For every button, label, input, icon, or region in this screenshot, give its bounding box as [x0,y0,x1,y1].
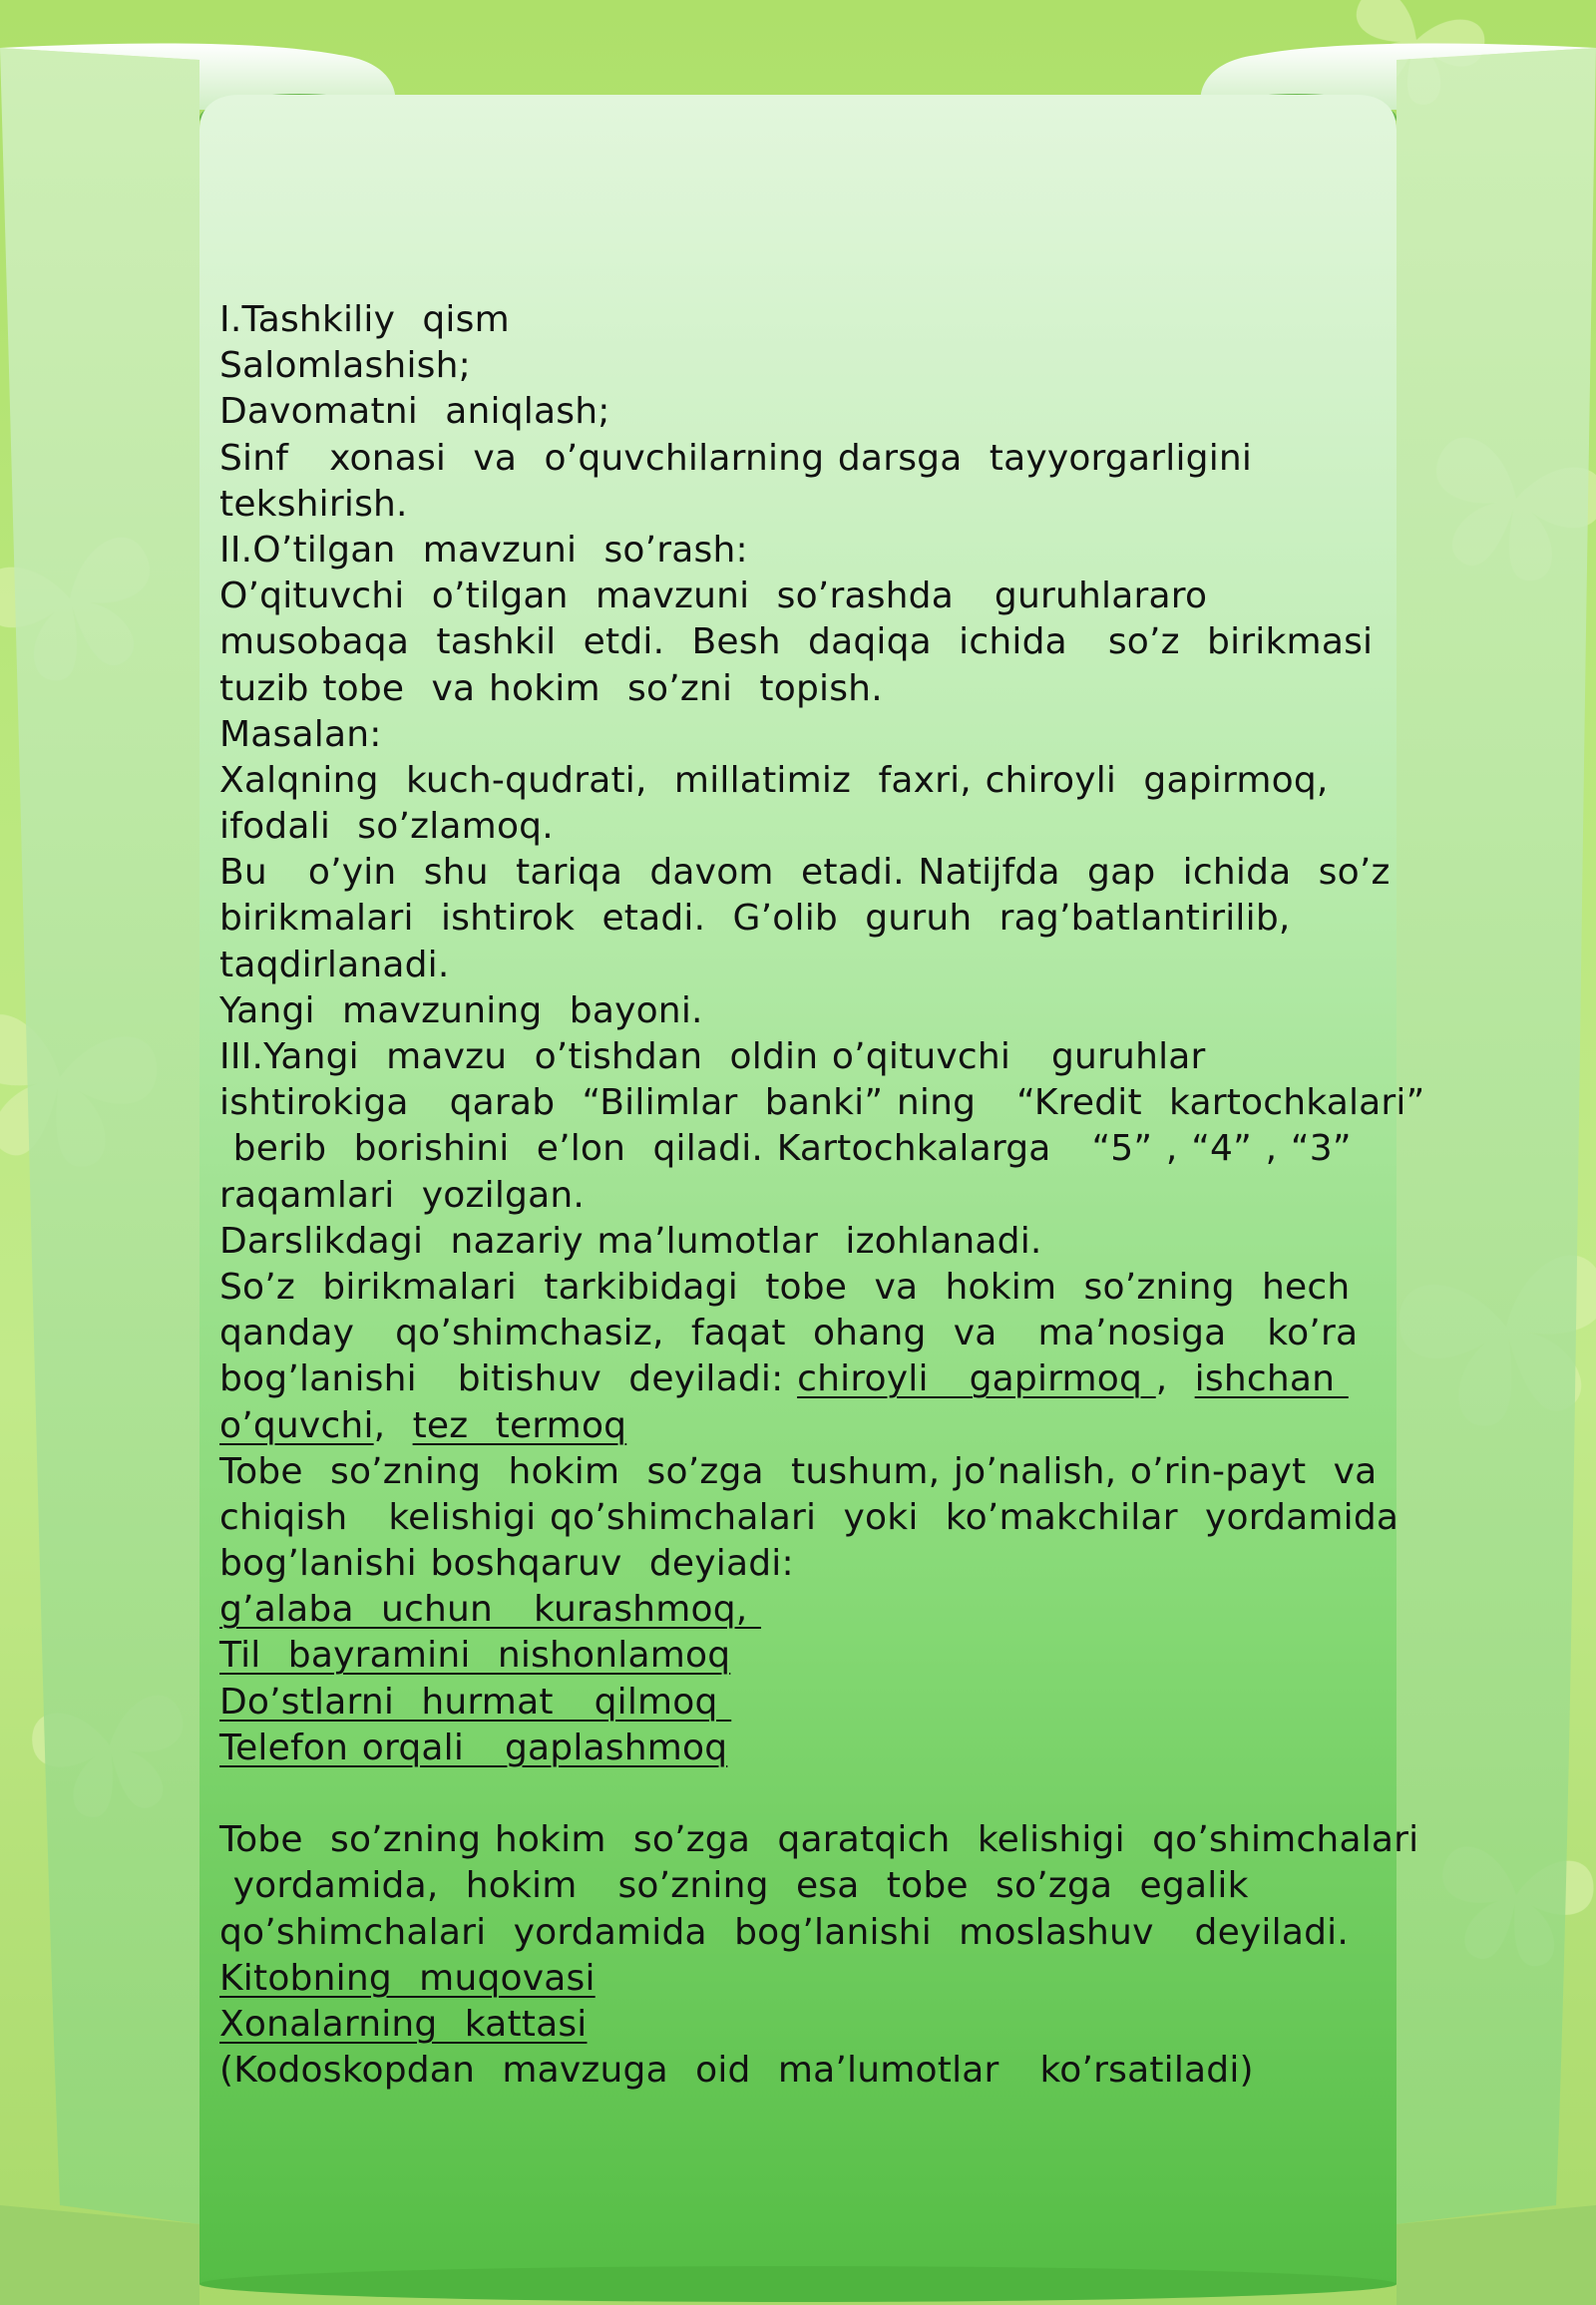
text-run: So’z birikmalari tarkibidagi tobe va hokim so’zning hech [219,1266,1351,1308]
text-line [219,1495,1399,1541]
text-run: , [1155,1358,1195,1400]
text-run: , [373,1404,413,1446]
text-run: Davomatni aniqlash; [219,391,610,433]
text-line [219,1219,1396,1265]
text-run: ishtirokiga qarab “Bilimlar banki” ning “Kredit kartochkalari” [219,1082,1425,1124]
text-run: O’qituvchi o’tilgan mavzuni so’rashda guruhlararo [219,576,1208,617]
underlined-example: Telefon orqali gaplashmoq [219,1727,728,1768]
document-body [219,297,1425,2094]
text-run: musobaqa tashkil etdi. Besh daqiqa ichida so’z birikmasi [219,621,1374,663]
text-run: Yangi mavzuning bayoni. [219,989,703,1031]
text-run: bog’lanishi boshqaruv deyiadi: [219,1543,794,1585]
text-line [219,1910,1396,1956]
text-run: III.Yangi mavzu o’tishdan oldin o’qituvchi guruhlar [219,1036,1206,1077]
text-run: ifodali so’zlamoq. [219,806,554,848]
text-line [219,1771,1396,1817]
text-line [219,1863,1396,1909]
text-run: Tobe so’zning hokim so’zga qaratqich kelishigi qo’shimchalari [219,1819,1419,1861]
text-run: Salomlashish; [219,345,471,387]
text-run: Sinf xonasi va o’quvchilarning darsga tayyorgarligini [219,437,1253,479]
text-run: tekshirish. [219,483,408,525]
text-line [219,436,1396,482]
text-line [219,943,1396,988]
text-line [219,758,1396,804]
text-line [219,1449,1396,1495]
text-line [219,389,1396,435]
text-run: berib borishini e’lon qiladi. Kartochkalarga “5” , “4” , “3” [219,1128,1352,1170]
text-line [219,297,1396,343]
text-line [219,1956,1396,2002]
text-run: bog’lanishi bitishuv deyiladi: [219,1358,798,1400]
text-line [219,1173,1396,1219]
text-line [219,666,1396,712]
text-run: yordamida, hokim so’zning esa tobe so’zga egalik [219,1865,1249,1907]
underlined-example: tez termoq [412,1404,627,1446]
text-run: Darslikdagi nazariy ma’lumotlar izohlanadi. [219,1220,1042,1262]
underlined-example: chiroyli gapirmoq [797,1358,1156,1400]
text-run: Bu o’yin shu tariqa davom etadi. Natijfda gap ichida so’z [219,852,1391,894]
underlined-example: o’quvchi [219,1404,374,1446]
text-line [219,1587,1396,1633]
text-line [219,1080,1425,1126]
text-line [219,482,1396,528]
text-line [219,1633,1396,1679]
text-run: Xalqning kuch-qudrati, millatimiz faxri, chiroyli gapirmoq, [219,759,1329,801]
text-run: taqdirlanadi. [219,944,450,985]
text-line [219,619,1396,665]
text-run: chiqish kelishigi qo’shimchalari yoki ko’makchilar yordamida [219,1496,1399,1538]
text-line [219,1034,1396,1080]
text-line [219,1311,1396,1356]
text-run: qanday qo’shimchasiz, faqat ohang va ma’nosiga ko’ra [219,1313,1359,1354]
text-line [219,2002,1396,2048]
text-line [219,1356,1396,1402]
text-line [219,1726,1396,1771]
underlined-example: ishchan [1194,1358,1349,1400]
text-line [219,804,1396,850]
text-line [219,1265,1396,1311]
text-line [219,712,1396,758]
underlined-example: g’alaba uchun kurashmoq, [219,1589,762,1631]
text-line [219,1403,1396,1449]
text-line [219,988,1396,1034]
text-line [219,850,1396,896]
text-line [219,1541,1396,1587]
text-line [219,1680,1396,1726]
underlined-example: Til bayramini nishonlamoq [219,1635,731,1677]
text-run: I.Tashkiliy qism [219,299,510,340]
underlined-example: Xonalarning kattasi [219,2003,588,2045]
text-run: raqamlari yozilgan. [219,1174,585,1216]
text-line [219,574,1396,619]
text-run: Masalan: [219,713,382,755]
text-run: (Kodoskopdan mavzuga oid ma’lumotlar ko’rsatiladi) [219,2050,1254,2092]
text-run: qo’shimchalari yordamida bog’lanishi moslashuv deyiladi. [219,1911,1349,1953]
underlined-example: Do’stlarni hurmat qilmoq [219,1681,732,1723]
text-line [219,1126,1396,1172]
text-line [219,896,1396,942]
text-run: Tobe so’zning hokim so’zga tushum, jo’nalish, o’rin-payt va [219,1450,1378,1492]
text-line [219,1817,1419,1863]
underlined-example: Kitobning muqovasi [219,1957,596,1999]
text-line [219,343,1396,389]
text-line [219,528,1396,574]
text-line [219,2048,1396,2094]
text-run: tuzib tobe va hokim so’zni topish. [219,667,883,709]
text-run: II.O’tilgan mavzuni so’rash: [219,529,748,571]
text-run: birikmalari ishtirok etadi. G’olib guruh rag’batlantirilib, [219,898,1291,940]
